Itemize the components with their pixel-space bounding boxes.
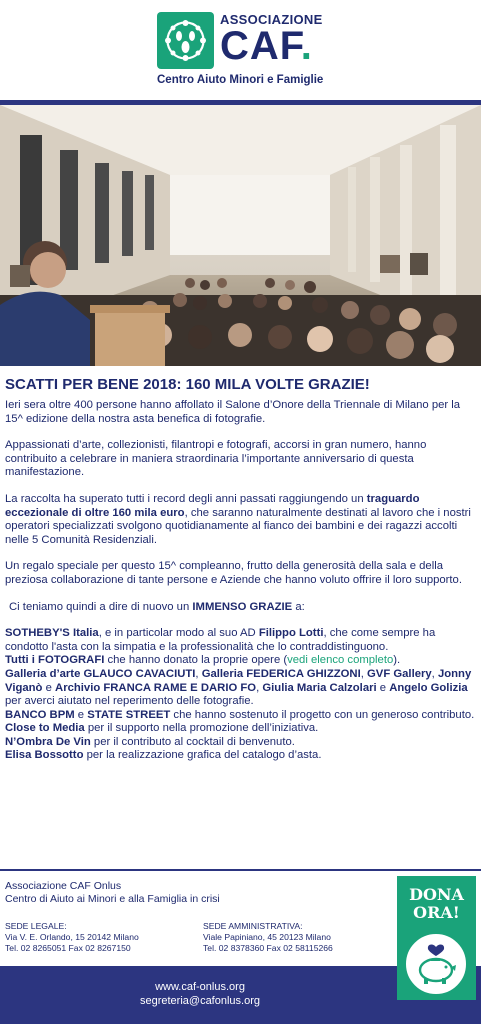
full-list-link[interactable]: vedi elenco completo [287,654,394,667]
thanks-sponsors [5,709,475,723]
logo-association-label: ASSOCIAZIONE [220,12,323,27]
bold-span: Archivio FRANCA RAME E DARIO FO [55,681,257,694]
donate-now-button[interactable] [397,876,476,1000]
admin-office-title: SEDE AMMINISTRATIVA: [203,921,303,931]
bold-span: N’Ombra De Vin [5,735,91,748]
bold-span: BANCO BPM [5,708,75,721]
bold-span: Elisa Bossotto [5,749,84,762]
thanks-photographers [5,654,475,668]
admin-office-phone: Tel. 02 8378360 Fax 02 58115266 [203,943,333,954]
text-span: , [360,667,367,680]
text-span: a: [292,600,305,613]
contact-links [0,980,400,1008]
paragraph-gift: Un regalo speciale per questo 15^ compleanno, frutto della generosità della sala e della preziosa collaborazione di tante persone e Aziende che hanno voluto offrire il loro supporto. [5,560,462,586]
text-span: ). [393,654,401,667]
text-span: , che saranno naturalmente destinati al lavoro che i nostri operatori specializzati svolgono quotidianamente al fianco dei bambini e dei ragazzi accolti nelle 5 Comunità Residenziali. [5,506,471,546]
text-span: Ci teniamo quindi a dire di nuovo un [9,600,193,613]
legal-office-title: SEDE LEGALE: [5,921,67,931]
text-span: per la realizzazione grafica del catalogo d’asta. [83,749,322,762]
paragraph-thanks-intro [5,601,475,615]
bold-span: GVF Gallery [367,667,432,680]
donate-label-line1: DONA [409,885,464,904]
text-span: per averci aiutato nel reperimento delle fotografie. [5,695,254,708]
website-link[interactable]: www.caf-onlus.org [155,981,245,993]
text-span: , che come sempre ha condotto l'asta con la simpatia e la professionalità che lo contraddistinguono. [5,627,436,653]
thanks-media [5,722,475,736]
text-span: per il contributo al cocktail di benvenuto. [90,735,295,748]
caf-logo-icon [157,12,214,69]
text-span: per il supporto nella promozione dell’iniziativa. [84,722,319,735]
logo-caf-dot: . [300,24,313,68]
text-span: , [256,681,263,694]
bold-span: Giulia Maria Calzolari [262,681,377,694]
bold-span: Tutti i FOTOGRAFI [5,654,105,667]
paragraph-audience: Appassionati d’arte, collezionisti, filantropi e fotografi, accorsi in gran numero, hanno contribuito a celebrare in maniera straordinaria l’importante anniversario di questa manifestazione. [5,439,427,479]
logo-caf-wordmark [220,25,313,67]
bold-span: Galleria FEDERICA GHIZZONI [201,667,361,680]
text-span: e [376,681,390,694]
footer-org-desc: Centro di Aiuto ai Minori e alla Famiglia in crisi [5,893,220,905]
text-span: che hanno sostenuto il progetto con un generoso contributo. [170,708,475,721]
text-span: La raccolta ha superato tutti i record degli anni passati raggiungendo un [5,492,367,505]
paragraph-intro: Ieri sera oltre 400 persone hanno affollato il Salone d’Onore della Triennale di Milano per la 15^ edizione della nostra asta benefica di fotografie. [5,399,461,425]
footer-admin-office [203,921,333,955]
text-span: che hanno donato la proprie opere ( [104,654,288,667]
paragraph-fundraising [5,493,475,547]
footer-org-name: Associazione CAF Onlus [5,880,122,892]
bold-span: STATE STREET [87,708,171,721]
footer-org [5,880,220,906]
bold-span: Close to Media [5,722,85,735]
bold-span: Jonny Viganò [5,667,472,694]
thanks-cocktail [5,736,475,750]
email-link[interactable]: segreteria@cafonlus.org [139,995,260,1007]
highlight-thanks: IMMENSO GRAZIE [192,600,293,613]
bold-span: Filippo Lotti [258,627,324,640]
donate-label-line2: ORA! [413,903,460,922]
thanks-sothebys [5,627,475,654]
header [0,0,481,98]
article-title: SCATTI PER BENE 2018: 160 MILA VOLTE GRAZIE! [5,376,370,393]
bold-span: Galleria d’arte GLAUCO CAVACIUTI [5,667,196,680]
footer-divider [0,869,481,871]
text-span: , [431,667,438,680]
piggy-bank-heart-icon [403,931,469,997]
logo-subtitle: Centro Aiuto Minori e Famiglie [157,74,324,86]
text-span: e [74,708,88,721]
legal-office-phone: Tel. 02 8265051 Fax 02 8267150 [5,943,131,954]
hero-photo [0,105,481,366]
logo-caf-text: CAF [220,24,301,68]
footer-legal-office [5,921,139,955]
legal-office-address: Via V. E. Orlando, 15 20142 Milano [5,932,139,943]
bold-span: SOTHEBY'S Italia [5,627,99,640]
admin-office-address: Viale Papiniano, 45 20123 Milano [203,932,331,943]
highlight-amount: traguardo eccezionale di oltre 160 mila euro [5,492,420,519]
article [5,376,475,763]
text-span: e [42,681,56,694]
text-span: , [195,667,202,680]
donate-label [397,886,476,922]
bold-span: Angelo Golizia [389,681,468,694]
text-span: , e in particolar modo al suo AD [98,627,259,640]
thanks-galleries [5,668,475,709]
thanks-catalog [5,749,475,763]
